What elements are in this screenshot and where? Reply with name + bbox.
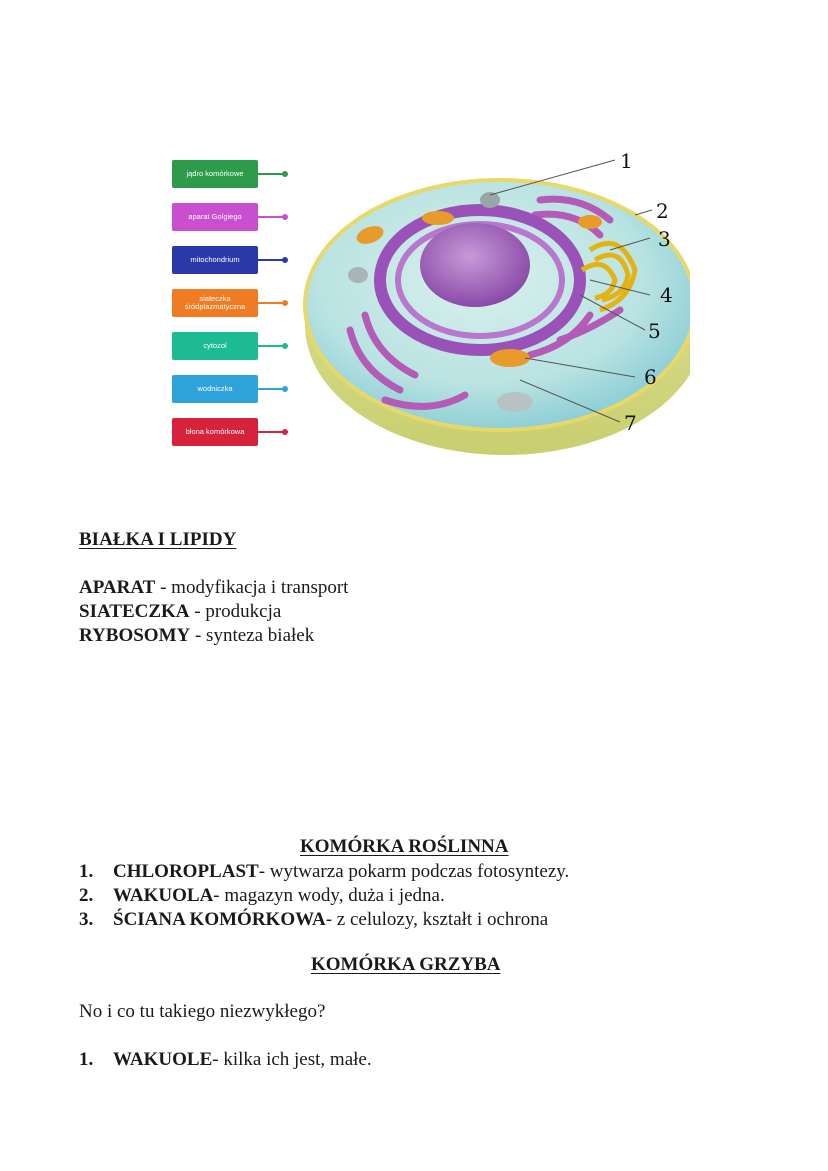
heading-fungal-cell: KOMÓRKA GRZYBA xyxy=(311,954,501,975)
label-number-4: 4 xyxy=(660,283,673,307)
desc: - modyfikacja i transport xyxy=(155,577,349,598)
label-number-1: 1 xyxy=(620,149,633,173)
term: WAKUOLA xyxy=(113,885,214,906)
nucleus xyxy=(420,223,530,307)
desc: - z celulozy, kształt i ochrona xyxy=(325,909,549,930)
term: CHLOROPLAST xyxy=(113,861,259,882)
line-aparat xyxy=(79,576,348,600)
label-number-2: 2 xyxy=(656,199,669,223)
mitochondrion xyxy=(578,215,602,229)
label-number-7: 7 xyxy=(624,411,637,435)
vacuole xyxy=(348,267,368,283)
desc: - produkcja xyxy=(189,601,282,622)
legend-vacuole: wodniczka xyxy=(172,375,258,403)
label-number-5: 5 xyxy=(648,319,661,343)
legend-cell-membrane: błona komórkowa xyxy=(172,418,258,446)
list-number: 2. xyxy=(79,885,94,906)
term: APARAT xyxy=(79,577,156,598)
mitochondrion xyxy=(422,211,454,225)
list-item xyxy=(79,884,569,908)
plant-cell-list xyxy=(79,860,569,932)
label-number-6: 6 xyxy=(644,365,657,389)
label-number-3: 3 xyxy=(658,227,671,251)
fungal-cell-list xyxy=(79,1048,372,1072)
desc: - synteza białek xyxy=(190,625,315,646)
legend-er: siateczka śródplazmatyczna xyxy=(172,289,258,317)
term: ŚCIANA KOMÓRKOWA xyxy=(113,909,326,930)
line-siateczka xyxy=(79,600,281,624)
legend-nucleus: jądro komórkowe xyxy=(172,160,258,188)
cytoplasm xyxy=(305,180,690,430)
list-number: 3. xyxy=(79,909,94,930)
line-rybosomy xyxy=(79,624,314,648)
vacuole xyxy=(480,192,500,208)
vacuole xyxy=(497,392,533,412)
list-number: 1. xyxy=(79,861,94,882)
desc: - kilka ich jest, małe. xyxy=(212,1049,372,1070)
animal-cell-illustration xyxy=(290,140,690,475)
list-item xyxy=(79,1048,372,1072)
heading-proteins-lipids: BIAŁKA I LIPIDY xyxy=(79,529,237,550)
term: RYBOSOMY xyxy=(79,625,191,646)
legend-mitochondrion: mitochondrium xyxy=(172,246,258,274)
list-item xyxy=(79,908,569,932)
heading-plant-cell: KOMÓRKA ROŚLINNA xyxy=(300,836,509,857)
legend-golgi: aparat Golgiego xyxy=(172,203,258,231)
list-item xyxy=(79,860,569,884)
term: WAKUOLE xyxy=(113,1049,213,1070)
fungal-intro: No i co tu takiego niezwykłego? xyxy=(79,1001,326,1022)
desc: - wytwarza pokarm podczas fotosyntezy. xyxy=(258,861,570,882)
mitochondrion xyxy=(490,349,530,367)
cell-diagram xyxy=(160,140,690,475)
list-number: 1. xyxy=(79,1049,94,1070)
term: SIATECZKA xyxy=(79,601,190,622)
legend-cytosol: cytozol xyxy=(172,332,258,360)
desc: - magazyn wody, duża i jedna. xyxy=(213,885,445,906)
